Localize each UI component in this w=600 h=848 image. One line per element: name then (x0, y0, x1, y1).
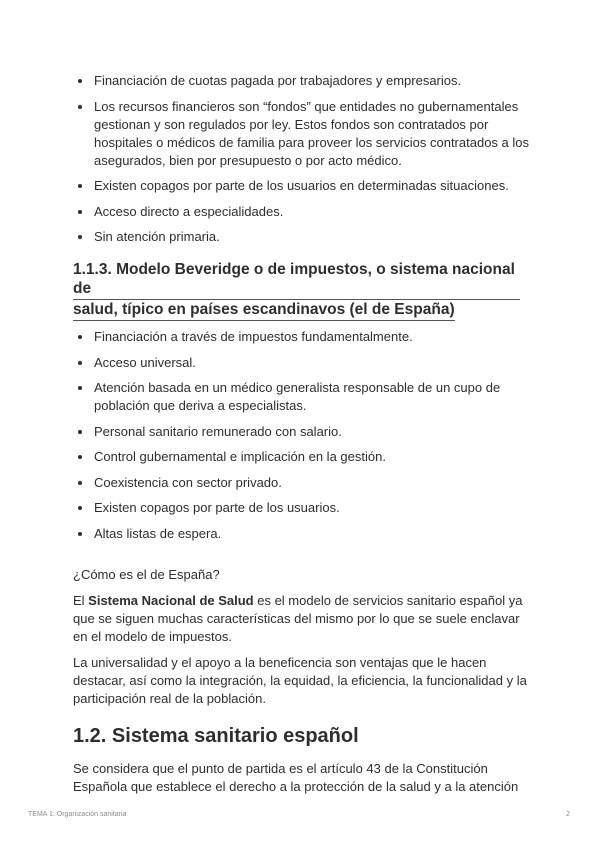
beveridge-features-list (73, 328, 533, 543)
paragraph-prefix: El (73, 592, 89, 608)
paragraph-constitution: Se considera que el punto de partida es el artículo 43 de la Constitución Española que establece el derecho a la protección de la salud y a la atención (73, 760, 519, 794)
list-item: Financiación de cuotas pagada por trabajadores y empresarios. (73, 72, 533, 90)
list-item: Personal sanitario remunerado con salario. (73, 423, 533, 441)
paragraph-advantages: La universalidad y el apoyo a la beneficencia son ventajas que le hacen destacar, así como la integración, la equidad, la eficiencia, la funcionalidad y la participación real de la población. (73, 654, 527, 706)
list-item: Los recursos financieros son “fondos” que entidades no gubernamentales gestionan y son regulados por ley. Estos fondos son contratados por hospitales o médicos de familia para proveer los servicios contratados a los asegurados, bien por presupuesto o por acto médico. (73, 98, 533, 170)
list-item: Sin atención primaria. (73, 228, 533, 246)
section-heading-line1: 1.1.3. Modelo Beveridge o de impuestos, o sistema nacional de (73, 260, 520, 300)
section-heading (73, 260, 520, 321)
paragraph-suffix: es el modelo de servicios sanitario español ya que se siguen muchas características del mismo por lo que se suele enclavar en el modelo de impuestos. (73, 592, 523, 644)
paragraph-sns (73, 592, 533, 646)
list-item: Atención basada en un médico generalista responsable de un cupo de población que deriva a especialistas. (73, 379, 533, 415)
section-heading-line2: salud, típico en países escandinavos (el de España) (73, 300, 455, 321)
list-item: Acceso directo a especialidades. (73, 203, 533, 221)
list-item: Existen copagos por parte de los usuarios. (73, 499, 533, 517)
list-item: Control gubernamental e implicación en la gestión. (73, 448, 533, 466)
question-text: ¿Cómo es el de España? (73, 566, 220, 582)
bismarck-features-list (73, 72, 533, 246)
list-item: Financiación a través de impuestos fundamentalmente. (73, 328, 533, 346)
list-item: Acceso universal. (73, 354, 533, 372)
page-number: 2 (566, 811, 570, 818)
list-item: Coexistencia con sector privado. (73, 474, 533, 492)
list-item: Existen copagos por parte de los usuarios en determinadas situaciones. (73, 177, 533, 195)
list-item: Altas listas de espera. (73, 525, 533, 543)
chapter-heading: 1.2. Sistema sanitario español (73, 724, 359, 747)
paragraph-bold-term: Sistema Nacional de Salud (88, 592, 254, 608)
page-content (73, 72, 533, 804)
footer-title: TEMA 1: Organización sanitaria (28, 811, 127, 818)
